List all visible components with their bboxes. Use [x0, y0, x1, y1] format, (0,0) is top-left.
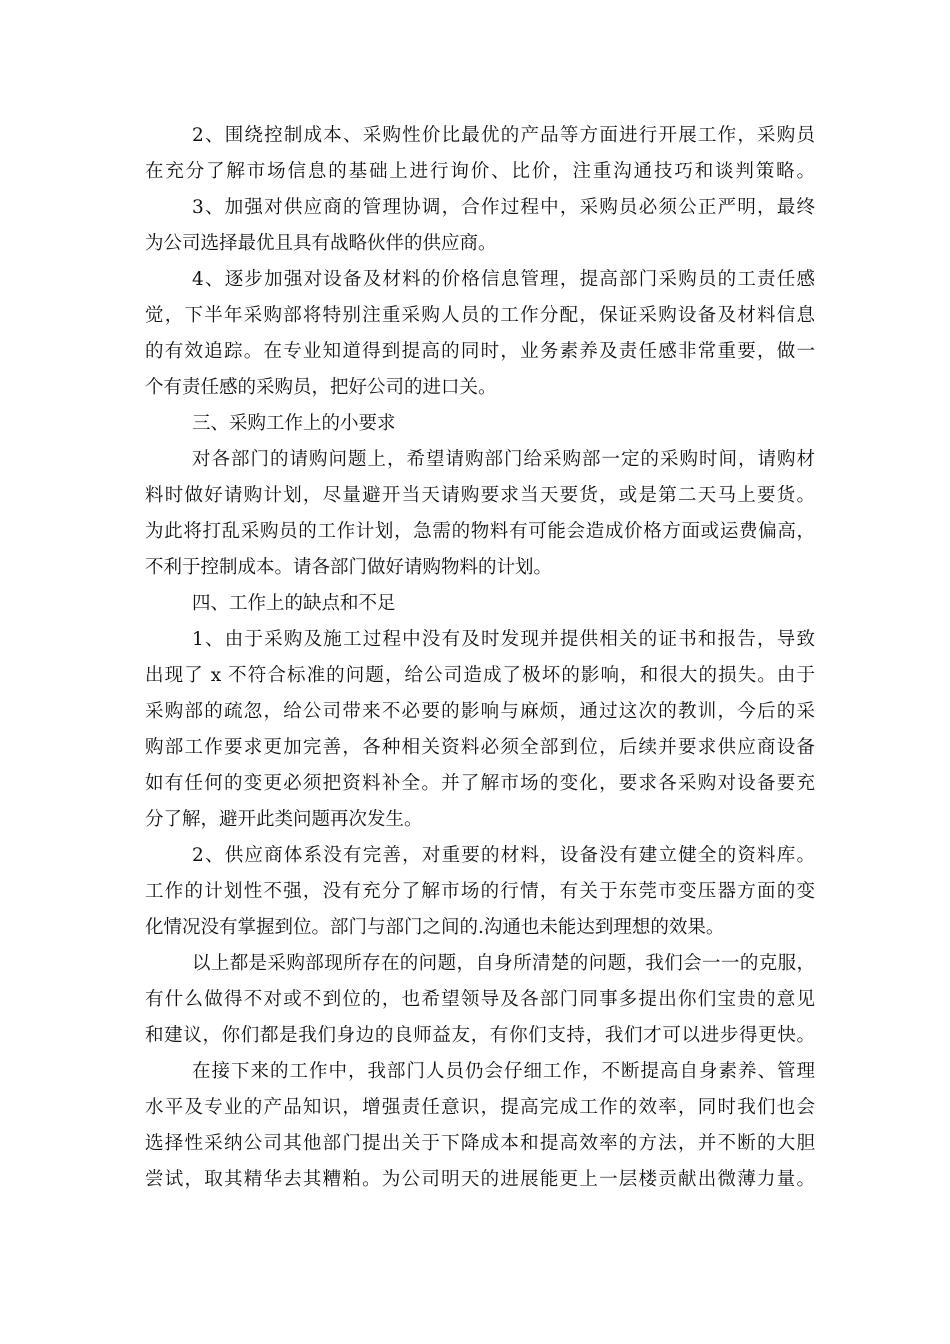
paragraph-line: 在接下来的工作中，我部门人员仍会仔细工作，不断提高自身素养、管理: [192, 1061, 815, 1082]
section-heading: 三、采购工作上的小要求: [192, 413, 396, 434]
paragraph-line: 不利于控制成本。请各部门做好请购物料的计划。: [145, 557, 553, 578]
paragraph-line: 对各部门的请购问题上，希望请购部门给采购部一定的采购时间，请购材: [192, 449, 815, 470]
paragraph-line: 尝试，取其精华去其糟粕。为公司明天的进展能更上一层楼贡献出微薄力量。: [145, 1169, 815, 1190]
paragraph-line: 3、加强对供应商的管理协调，合作过程中，采购员必须公正严明，最终: [192, 197, 815, 218]
paragraph-line: 购部工作要求更加完善，各种相关资料必须全部到位，后续并要求供应商设备: [145, 737, 815, 758]
paragraph-line: 为此将打乱采购员的工作计划，急需的物料有可能会造成价格方面或运费偏高，: [145, 521, 815, 542]
paragraph-line: 以上都是采购部现所存在的问题，自身所清楚的问题，我们会一一的克服，: [192, 953, 815, 974]
paragraph-line: 的有效追踪。在专业知道得到提高的同时，业务素养及责任感非常重要，做一: [145, 341, 815, 362]
paragraph-line: 个有责任感的采购员，把好公司的进口关。: [145, 377, 497, 398]
paragraph-line: 4、逐步加强对设备及材料的价格信息管理，提高部门采购员的工责任感: [192, 269, 815, 290]
paragraph-line: 2、供应商体系没有完善，对重要的材料，设备没有建立健全的资料库。: [192, 845, 815, 866]
paragraph-line: 觉，下半年采购部将特别注重采购人员的工作分配，保证采购设备及材料信息: [145, 305, 815, 326]
paragraph-line: 选择性采纳公司其他部门提出关于下降成本和提高效率的方法，并不断的大胆: [145, 1133, 815, 1154]
document-body: [145, 118, 815, 1198]
paragraph-line: 有什么做得不对或不到位的，也希望领导及各部门同事多提出你们宝贵的意见: [145, 989, 815, 1010]
paragraph-line: 分了解，避开此类问题再次发生。: [145, 809, 423, 830]
paragraph-line: 采购部的疏忽，给公司带来不必要的影响与麻烦，通过这次的教训，今后的采: [145, 701, 815, 722]
paragraph-line: 料时做好请购计划，尽量避开当天请购要求当天要货，或是第二天马上要货。: [145, 485, 815, 506]
paragraph-line: 在充分了解市场信息的基础上进行询价、比价，注重沟通技巧和谈判策略。: [145, 161, 815, 182]
paragraph-line: 水平及专业的产品知识，增强责任意识，提高完成工作的效率，同时我们也会: [145, 1097, 815, 1118]
section-heading: 四、工作上的缺点和不足: [192, 593, 396, 614]
paragraph-line: 2、围绕控制成本、采购性价比最优的产品等方面进行开展工作，采购员: [192, 125, 815, 146]
paragraph-line: 工作的计划性不强，没有充分了解市场的行情，有关于东莞市变压器方面的变: [145, 881, 815, 902]
paragraph-line: 如有任何的变更必须把资料补全。并了解市场的变化，要求各采购对设备要充: [145, 773, 815, 794]
paragraph-line: 化情况没有掌握到位。部门与部门之间的.沟通也未能达到理想的效果。: [145, 917, 725, 938]
paragraph-line: 出现了 x 不符合标准的问题，给公司造成了极坏的影响，和很大的损失。由于: [145, 665, 815, 686]
paragraph-line: 为公司选择最优且具有战略伙伴的供应商。: [145, 233, 497, 254]
paragraph-line: 1、由于采购及施工过程中没有及时发现并提供相关的证书和报告，导致: [192, 629, 815, 650]
paragraph-line: 和建议，你们都是我们身边的良师益友，有你们支持，我们才可以进步得更快。: [145, 1025, 815, 1046]
